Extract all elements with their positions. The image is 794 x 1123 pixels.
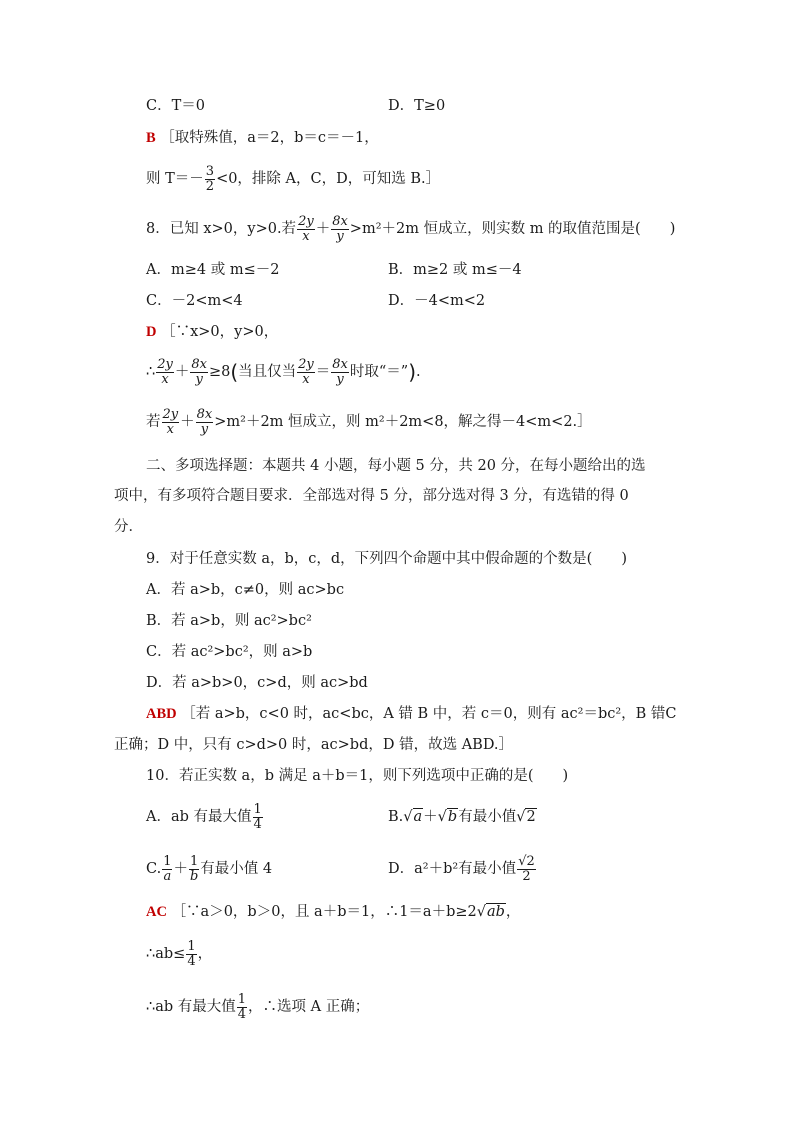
q10-option-c: C. $\frac{1}{a}$ ＋ $\frac{1}{b}$ 有最小值 4	[146, 853, 273, 884]
q10-explanation-1: ［∵a＞0，b＞0，且 a＋b＝1，∴1＝a＋b≥2	[171, 904, 477, 920]
q8-option-b: B．m≥2 或 m≤－4	[388, 262, 522, 278]
q9-option-a: A．若 a>b，c≠0，则 ac>bc	[146, 582, 345, 598]
q10-option-b: B.√a＋√b有最小值√2	[388, 809, 536, 825]
q9-option-b: B．若 a>b，则 ac²>bc²	[146, 613, 312, 629]
section2-line-1: 二、多项选择题：本题共 4 小题，每小题 5 分，共 20 分，在每小题给出的选	[146, 458, 646, 474]
q8-answer-line	[146, 322, 278, 342]
q9-stem: 9．对于任意实数 a，b，c，d，下列四个命题中其中假命题的个数是( )	[146, 551, 627, 567]
q10-option-a: A．ab 有最大值 $\frac{1}{4}$	[146, 801, 262, 832]
q9-explanation-2: 正确；D 中，只有 c>d>0 时，ac>bd，D 错，故选 ABD.］	[114, 737, 514, 753]
q7-answer-line	[146, 128, 379, 148]
q9-answer-line	[146, 704, 677, 724]
q8-stem: 8．已知 x>0，y>0.若 $\frac{2y}{x}$ ＋ $\frac{8x}{y}$ >m²＋2m 恒成立，则实数 m 的取值范围是( )	[146, 213, 676, 244]
q7-fraction: $\frac{3}{2}$	[205, 163, 215, 194]
q8-explanation-3: 若 $\frac{2y}{x}$ ＋ $\frac{8x}{y}$ >m²＋2m 恒成立，则 m²＋2m<8，解之得－4<m<2.］	[146, 406, 592, 437]
q10-explanation-2: ∴ab≤ $\frac{1}{4}$ ，	[146, 938, 213, 969]
q10-explanation-3: ∴ab 有最大值 $\frac{1}{4}$ ，∴选项 A 正确；	[146, 991, 370, 1022]
q8-option-c: C．－2<m<4	[146, 293, 243, 309]
q10-answer: AC	[146, 904, 167, 920]
q7-exp2-text: 则 T＝－	[146, 171, 204, 187]
q8-explanation-2: ∴ $\frac{2y}{x}$ ＋ $\frac{8x}{y}$ ≥8(当且仅当 $\frac{2y}{x}$ ＝ $\frac{8x}{y}$ 时取“＝”).	[146, 356, 421, 387]
q10-stem: 10．若正实数 a，b 满足 a＋b＝1，则下列选项中正确的是( )	[146, 768, 569, 784]
q8-answer: D	[146, 324, 157, 340]
q10-answer-line: AC ［∵a＞0，b＞0，且 a＋b＝1，∴1＝a＋b≥2√ab，	[146, 904, 521, 920]
q9-option-d: D．若 a>b>0，c>d，则 ac>bd	[146, 675, 368, 691]
q8-option-d: D．－4<m<2	[388, 293, 486, 309]
q9-option-c: C．若 ac²>bc²，则 a>b	[146, 644, 313, 660]
section2-line-2: 项中，有多项符合题目要求．全部选对得 5 分，部分选对得 3 分，有选错的得 0	[114, 488, 629, 504]
q7-option-d: D．T≥0	[388, 98, 446, 114]
q7-explanation-1: ［取特殊值，a＝2，b＝c＝－1，	[160, 130, 379, 146]
q9-explanation-1: ［若 a>b，c<0 时，ac<bc，A 错 B 中，若 c＝0，则有 ac²＝bc²，B 错C	[181, 706, 677, 722]
q7-explanation-2	[146, 162, 440, 196]
section2-line-3: 分．	[114, 519, 143, 535]
q9-answer: ABD	[146, 706, 177, 722]
q8-option-a: A．m≥4 或 m≤－2	[146, 262, 280, 278]
q10-option-d: D．a²＋b²有最小值 $\frac{√2}{2}$	[388, 853, 535, 884]
q8-explanation-1: ［∵x>0，y>0，	[161, 324, 279, 340]
q7-exp2-text-b: <0，排除 A，C，D，可知选 B.］	[216, 171, 441, 187]
q7-answer: B	[146, 130, 156, 146]
q7-option-c: C．T＝0	[146, 98, 205, 114]
